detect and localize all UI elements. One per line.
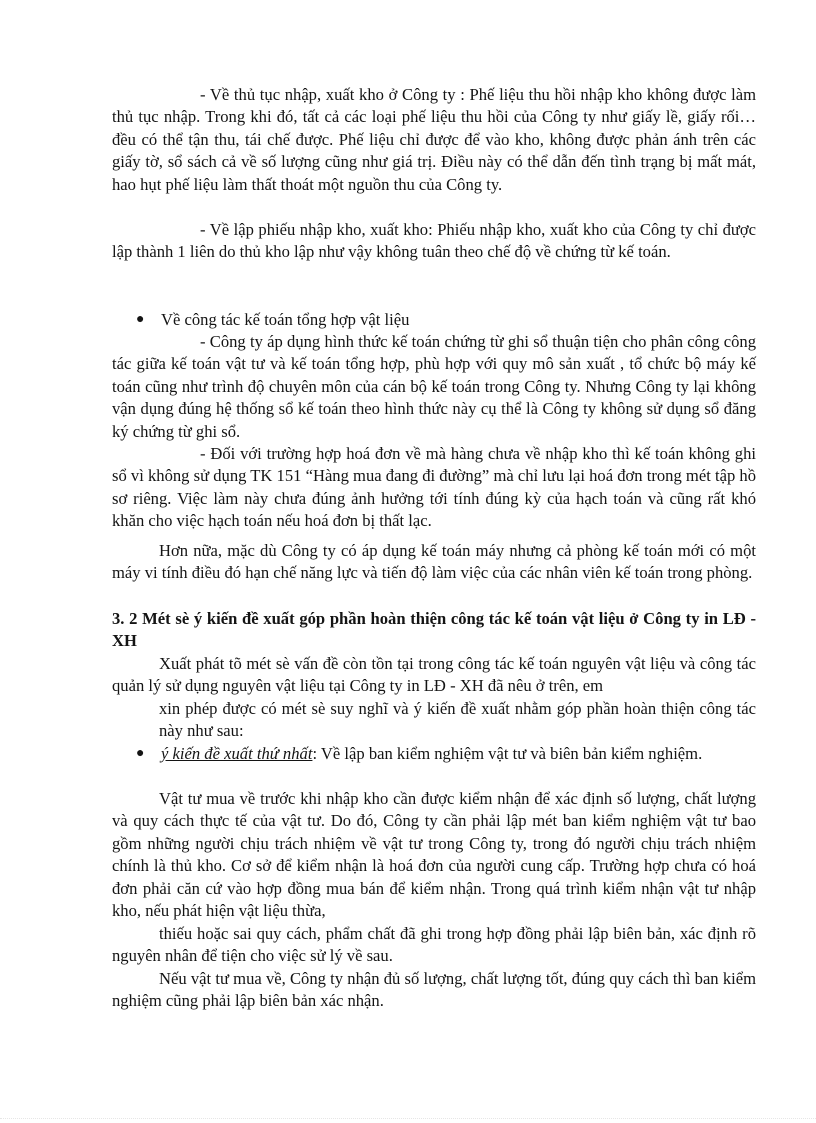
bullet-icon: ● <box>136 312 145 327</box>
proposal-label: ý kiến đề xuất thứ nhất <box>161 744 313 763</box>
paragraph-computer-limit: Hơn nữa, mặc dù Công ty có áp dụng kế toán máy nhưng cả phòng kế toán mới có một máy vi tính điều đó hạn chế năng lực và tiến độ làm việc của các nhân viên kế toán trong phòng. <box>112 541 756 583</box>
paragraph-receipt-slip: - Về lập phiếu nhập kho, xuất kho: Phiếu nhập kho, xuất kho của Công ty chỉ được lập thành 1 liên do thủ kho lập như vậy không tuân theo chế độ về chứng từ kế toán. <box>112 220 756 262</box>
paragraph-intro-line: Xuất phát tõ mét sè vấn đề còn tồn tại trong công tác kế toán nguyên vật liệu và công tác quản lý sử dụng nguyên vật liệu tại Công ty in LĐ - XH đã nêu ở trên, em <box>112 654 756 696</box>
paragraph-inspection-continued: thiếu hoặc sai quy cách, phẩm chất đã ghi trong hợp đồng phải lập biên bản, xác định rõ nguyên nhân để tiện cho việc sử lý về sau. <box>112 924 756 966</box>
paragraph-inspection: Vật tư mua về trước khi nhập kho cần được kiểm nhận để xác định số lượng, chất lượng và quy cách thực tế của vật tư. Do đó, Công ty cần phải lập mét ban kiểm nghiệm vật tư bao gồm những người chịu trách nhiệm về vật tư trong Công ty, trong đó người chịu trách nhiệm chính là thủ kho. Cơ sở để kiểm nhận là hoá đơn của người cung cấp. Trường hợp chưa có hoá đơn phải căn cứ vào hợp đồng mua bán để kiểm nhận. Trong quá trình kiểm nhận vật tư nhập kho, nếu phát hiện vật liệu thừa, <box>112 789 756 921</box>
bullet-text: Về công tác kế toán tổng hợp vật liệu <box>161 310 410 329</box>
paragraph-invoice-case: - Đối với trường hợp hoá đơn về mà hàng chưa về nhập kho thì kế toán không ghi sổ vì không sử dụng TK 151 “Hàng mua đang đi đường” mà chỉ lưu lại hoá đơn trong mét tập hồ sơ riêng. Việc làm này chưa đúng ảnh hưởng tới tính đúng kỳ của hạch toán và cũng rất khó khăn cho việc hạch toán nếu hoá đơn bị thất lạc. <box>112 444 756 531</box>
paragraph-intro-continued: xin phép được có mét sè suy nghĩ và ý kiến đề xuất nhằm góp phần hoàn thiện công tác này như sau: <box>159 699 756 741</box>
paragraph-confirmation: Nếu vật tư mua về, Công ty nhận đủ số lượng, chất lượng tốt, đúng quy cách thì ban kiểm nghiệm cũng phải lập biên bản xác nhận. <box>112 969 756 1011</box>
bullet-first-proposal <box>112 743 756 788</box>
bullet-icon: ● <box>136 746 145 761</box>
proposal-text: : Về lập ban kiểm nghiệm vật tư và biên bản kiểm nghiệm. <box>312 744 703 763</box>
bullet-text <box>161 743 756 765</box>
paragraph-warehouse-procedure: - Về thủ tục nhập, xuất kho ở Công ty : Phế liệu thu hồi nhập kho không được làm thủ tục nhập. Trong khi đó, tất cả các loại phế liệu thu hồi của Công ty như giấy lề, giấy rối…đều có thể tận thu, tái chế được. Phế liệu chỉ được để vào kho, không được phản ánh trên các giấy tờ, sổ sách cả về số lượng cũng như giá trị. Điều này có thể dẫn đến tình trạng bị mất mát, hao hụt phế liệu làm thất thoát một nguồn thu của Công ty. <box>112 85 756 194</box>
section-heading: 3. 2 Mét sè ý kiến đề xuất góp phần hoàn thiện công tác kế toán vật liệu ở Công ty in LĐ - XH <box>112 609 756 651</box>
paragraph-voucher-form: - Công ty áp dụng hình thức kế toán chứng từ ghi sổ thuận tiện cho phân công công tác giữa kế toán vật tư và kế toán tổng hợp, phù hợp với quy mô sản xuất , tổ chức bộ máy kế toán cũng như trình độ chuyên môn của cán bộ kế toán trong Công ty. Nhưng Công ty lại không vận dụng đúng hệ thống sổ kế toán theo hình thức này cụ thể là Công ty không sử dụng sổ đăng ký chứng từ ghi sổ. <box>112 332 756 441</box>
page-bottom-divider <box>0 1118 816 1119</box>
